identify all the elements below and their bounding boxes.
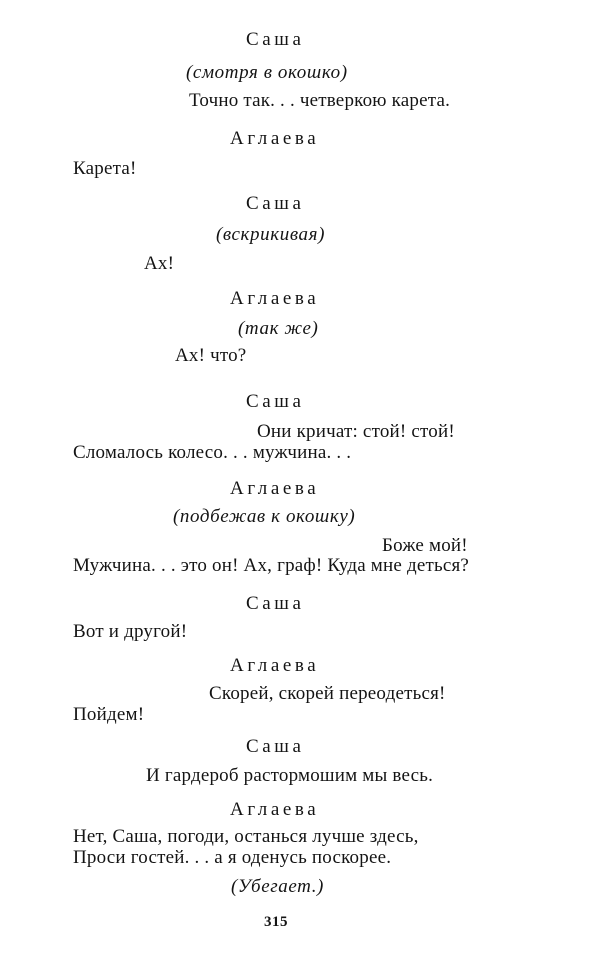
- verse-line: Пойдем!: [73, 704, 145, 725]
- verse-line: И гардероб растормошим мы весь.: [146, 765, 434, 786]
- verse-line: Боже мой!: [382, 535, 468, 556]
- verse-line: Они кричат: стой! стой!: [257, 421, 455, 442]
- verse-line: Проси гостей. . . а я оденусь поскорее.: [73, 847, 392, 868]
- verse-line: Точно так. . . четверкою карета.: [189, 90, 451, 111]
- verse-line: Скорей, скорей переодеться!: [209, 683, 446, 704]
- speaker-name: Аглаева: [230, 128, 320, 149]
- speaker-name: Саша: [246, 593, 305, 614]
- stage-direction: (подбежав к окошку): [173, 506, 356, 527]
- verse-line: Нет, Саша, погоди, останься лучше здесь,: [73, 826, 419, 847]
- speaker-name: Аглаева: [230, 288, 320, 309]
- verse-line: Карета!: [73, 158, 137, 179]
- speaker-name: Аглаева: [230, 655, 320, 676]
- verse-line: Ах!: [144, 253, 175, 274]
- verse-line: Вот и другой!: [73, 621, 188, 642]
- stage-direction: (так же): [238, 318, 319, 339]
- stage-direction: (Убегает.): [231, 876, 324, 897]
- speaker-name: Саша: [246, 391, 305, 412]
- speaker-name: Аглаева: [230, 478, 320, 499]
- verse-line: Сломалось колесо. . . мужчина. . .: [73, 442, 352, 463]
- speaker-name: Аглаева: [230, 799, 320, 820]
- stage-direction: (вскрикивая): [216, 224, 326, 245]
- page-number: 315: [264, 914, 288, 930]
- verse-line: Ах! что?: [175, 345, 247, 366]
- verse-line: Мужчина. . . это он! Ах, граф! Куда мне деться?: [73, 555, 470, 576]
- speaker-name: Саша: [246, 736, 305, 757]
- stage-direction: (смотря в окошко): [186, 62, 348, 83]
- speaker-name: Саша: [246, 193, 305, 214]
- speaker-name: Саша: [246, 29, 305, 50]
